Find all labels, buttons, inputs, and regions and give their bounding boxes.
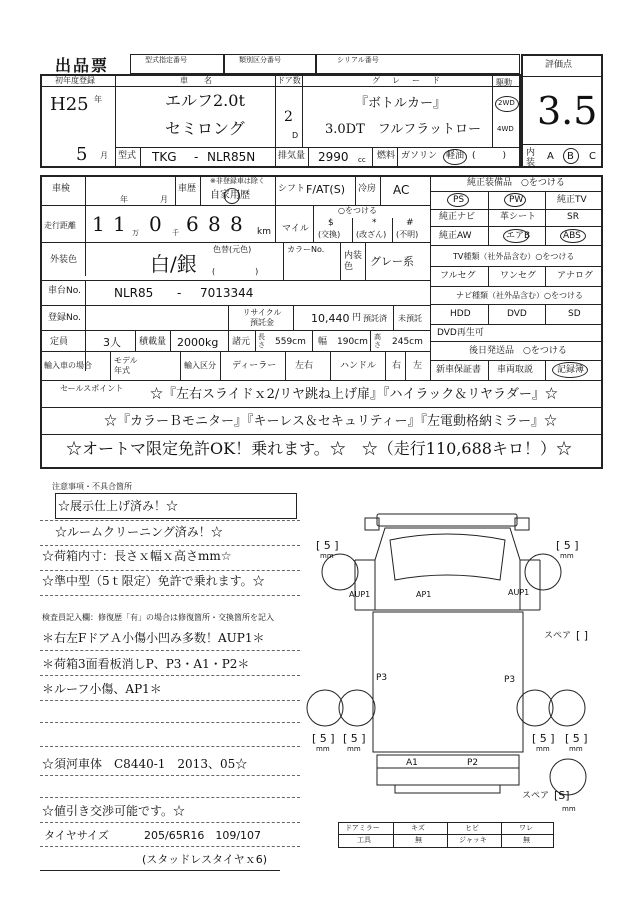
note-line-3: ☆荷箱内寸：長さｘ幅ｘ高さmm☆	[42, 549, 232, 563]
note-line-1: ☆展示仕上げ済み！☆	[58, 499, 179, 513]
mileage-digit-3: 0	[149, 212, 162, 236]
fuel-value: ガソリン	[401, 151, 438, 161]
equip-airbag: エアB	[506, 231, 531, 241]
mileage-digit-1: 1	[92, 212, 105, 236]
repair-line-1: ＊右左FドアＡ小傷小凹み多数！AUP1＊	[42, 631, 265, 645]
shift-value: F/AT(S)	[306, 183, 345, 196]
repair-line-3: ＊ルーフ小傷、AP1＊	[42, 682, 162, 696]
equip-abs: ABS	[563, 231, 581, 241]
form-title: 出品票	[55, 56, 110, 75]
tread-rear-right-1: [ 5 ]	[532, 732, 555, 745]
tire-size-value: 205/65R16 109/107	[144, 829, 262, 842]
mark-ap1: AP1	[416, 590, 432, 599]
equip-ps-circle	[447, 193, 469, 207]
equip-tv: 純正TV	[557, 195, 587, 205]
interior-grade-c: C	[589, 151, 596, 162]
grade-line-1: 『ボトルカー』	[355, 96, 447, 111]
mark-aup1-right: AUP1	[508, 588, 530, 597]
doors-value: 2	[284, 109, 293, 125]
mileage-digit-6: 8	[230, 212, 243, 236]
spare-tire-1: [ ]	[576, 629, 589, 642]
mark-a1: A1	[406, 758, 418, 768]
equip-navi: 純正ナビ	[439, 212, 476, 222]
equip-ps: PS	[453, 195, 465, 205]
equip-abs-circle	[560, 229, 586, 243]
sales-point-3: ☆オートマ限定免許OK！乗れます。☆ ☆（走行110,688キロ！）☆	[66, 439, 572, 458]
note-line-2: ☆ルームクリーニング済み！☆	[55, 525, 223, 539]
exterior-color-value: 白/銀	[150, 252, 197, 276]
mileage-digit-4: 6	[186, 212, 199, 236]
load-capacity-value: 2000kg	[177, 336, 219, 349]
equip-airbag-circle	[503, 229, 529, 243]
docs-record-circle	[552, 362, 588, 378]
interior-grade-a: A	[547, 151, 554, 162]
car-name-1: エルフ2.0t	[165, 91, 245, 110]
sales-point-1: ☆『左右スライドｘ2/リヤ跳ね上げ扉』『ハイラック＆リヤラダー』☆	[150, 387, 558, 402]
spare-tire-2: [S]	[554, 789, 570, 802]
width-value: 190cm	[337, 337, 368, 347]
tread-rear-left-2: [ 5 ]	[343, 732, 366, 745]
equip-aw: 純正AW	[439, 231, 472, 241]
tire-note: (スタッドレスタイヤｘ6)	[142, 853, 268, 866]
tread-front-right: [ 5 ]	[556, 539, 579, 552]
grade-line-2: 3.0DT フルフラットロー	[325, 122, 481, 137]
mileage-digit-5: 8	[208, 212, 221, 236]
interior-color-value: グレー系	[370, 255, 414, 268]
height-value: 245cm	[392, 337, 423, 347]
score-value: 3.5	[537, 89, 598, 133]
tread-front-left: [ 5 ]	[316, 539, 339, 552]
length-value: 559cm	[275, 337, 306, 347]
accessory-table: ドアミラー キズ ヒビ ワレ 工具 無 ジャッキ 無	[338, 822, 554, 848]
car-name-2: セミロング	[165, 119, 245, 138]
recycle-fee-value: 10,440	[311, 312, 350, 325]
model-prefix: TKG	[152, 150, 177, 164]
mark-p3-left: P3	[376, 673, 388, 683]
class-number-box: 類別区分番号	[224, 54, 316, 74]
mark-p3-right: P3	[504, 675, 516, 685]
equip-sr: SR	[567, 212, 579, 222]
equip-leather: 革シート	[500, 212, 537, 222]
tread-rear-left-1: [ 5 ]	[312, 732, 335, 745]
chassis-prefix: NLR85	[114, 286, 154, 300]
serial-number-box: シリアル番号	[316, 54, 520, 74]
first-reg-era-year: H25	[50, 94, 89, 115]
sales-point-2: ☆『カラーＢモニター』『キーレス＆セキュリティー』『左電動格納ミラー』☆	[104, 414, 558, 429]
equip-pw: PW	[509, 195, 524, 205]
mark-p2: P2	[467, 758, 479, 768]
repair-line-2: ＊荷箱3面看板消しP、P3・A1・P2＊	[42, 657, 250, 671]
type-number-box: 型式指定番号	[130, 54, 224, 74]
first-reg-month: 5	[76, 144, 88, 165]
mark-aup1-left: AUP1	[349, 590, 371, 599]
displacement-value: 2990	[318, 150, 349, 164]
chassis-number: 7013344	[200, 286, 254, 300]
use-history-circle	[224, 188, 240, 204]
note-line-4: ☆準中型（5ｔ限定）免許で乗れます。☆	[42, 574, 265, 588]
interior-grade-b: B	[567, 151, 574, 162]
equip-pw-circle	[504, 193, 526, 207]
capacity-value: 3人	[103, 336, 121, 349]
tread-rear-right-2: [ 5 ]	[565, 732, 588, 745]
mileage-digit-2: 1	[113, 212, 126, 236]
repair-line-6: ☆須河車体 C8440-1 2013、05☆	[42, 757, 248, 771]
use-history-value: 自家用歴	[210, 190, 250, 201]
ac-value: AC	[393, 183, 410, 197]
repair-line-8: ☆値引き交渉可能です。☆	[42, 804, 186, 818]
model-code: NLR85N	[207, 150, 256, 164]
score-box: 評価点 3.5 内装 A B C	[521, 54, 603, 168]
